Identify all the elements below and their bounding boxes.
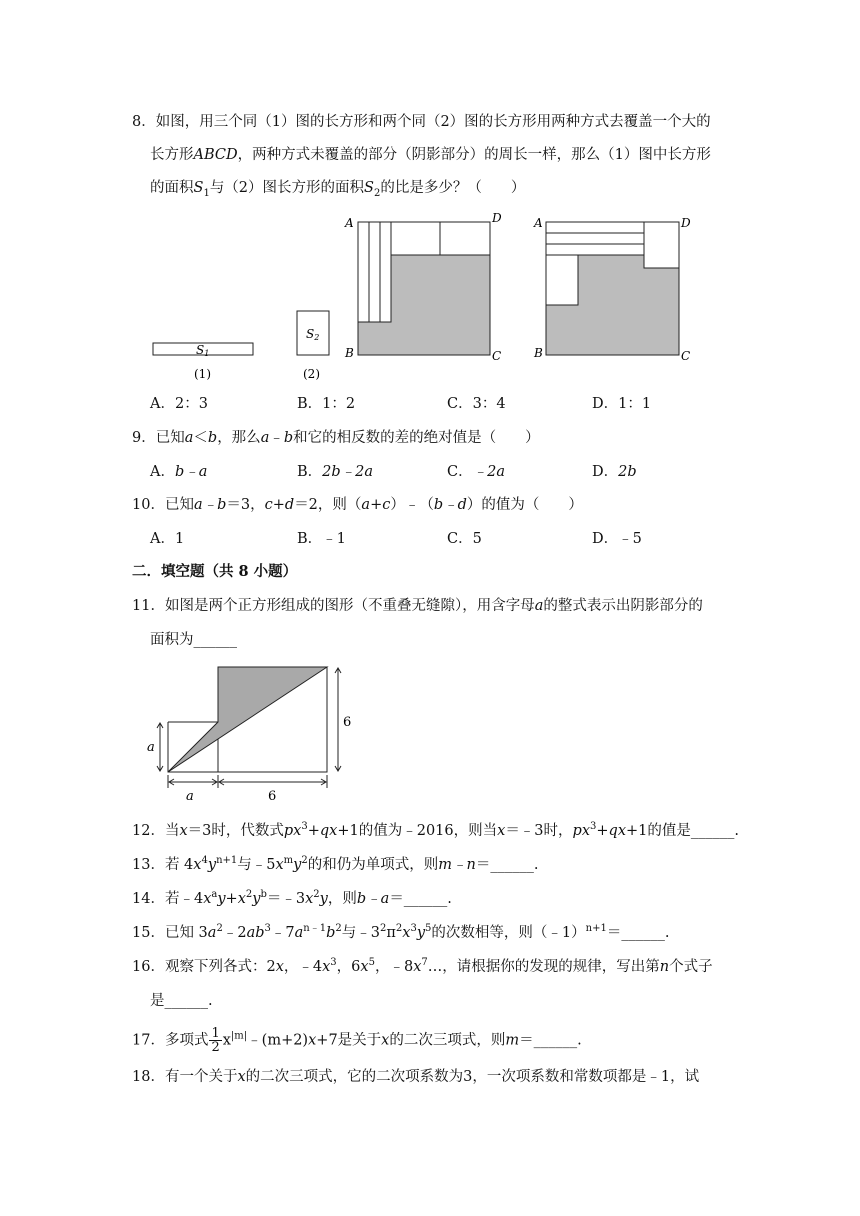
s2-label: S2: [306, 327, 320, 342]
svg-text:D: D: [681, 216, 691, 230]
q8-stem-line3: 的面积$S_1$与（2）图长方形的面积$S_2$的比是多少？（ ）: [150, 180, 526, 199]
q11-figure: [140, 660, 370, 805]
q12-stem: 12．当x＝3时，代数式$px^3+qx+1$的值为﹣2016，则当x＝﹣3时，$px^3+qx+1$的值是______.: [132, 821, 739, 839]
s2-caption: (2): [303, 367, 320, 381]
svg-text:C: C: [681, 349, 691, 363]
q10-stem: 10．已知a﹣b＝3，c+d＝2，则（a+c）﹣（b﹣d）的值为（ ）: [132, 497, 583, 513]
q8-option-d: D．1：1: [592, 396, 652, 412]
q16-stem-line2: 是______.: [150, 993, 213, 1009]
svg-text:A: A: [534, 216, 543, 230]
q8-stem-line2: 长方形ABCD，两种方式未覆盖的部分（阴影部分）的周长一样，那么（1）图中长方形: [150, 147, 711, 163]
q9-option-b: B．2b﹣2a: [297, 464, 374, 480]
q8-option-b: B．1：2: [297, 396, 356, 412]
svg-text:D: D: [492, 211, 502, 225]
q8-stem-line1: 8．如图，用三个同（1）图的长方形和两个同（2）图的长方形用两种方式去覆盖一个大的: [132, 114, 711, 130]
section-title-fill-in: 二．填空题（共 8 小题）: [132, 563, 298, 580]
s1-label: S1: [196, 343, 210, 358]
q16-stem-line1: 16．观察下列各式：2x，$﹣4x^3$，$6x^5$，$﹣8x^7\dots$，请根据你的发现的规律，写出第n个式子: [132, 957, 713, 975]
q15-stem: 15．已知 $3a^2﹣2ab^3﹣7a^{n﹣1}b^2$与$﹣3^2\pi^2x^3y^5$的次数相等，则（﹣1）$^{n+1}$＝______.: [132, 923, 670, 941]
s1-caption: (1): [194, 367, 211, 381]
q13-stem: 13．若 $4x^4y^{n+1}$与$﹣5x^my^2$的和仍为单项式，则m﹣n＝______.: [132, 855, 539, 873]
q8-option-c: C．3：4: [447, 396, 506, 412]
q10-option-b: B．﹣1: [297, 531, 346, 547]
label-a-left: a: [147, 740, 155, 755]
label-6-bottom: 6: [268, 789, 277, 804]
q9-option-d: D．2b: [592, 464, 637, 480]
svg-text:B: B: [345, 346, 354, 360]
q17-stem: 17．多项式 $\frac{1}{2}$ $x^{|m|}﹣(m+2)x+7$是关于x的二次三项式，则m＝______.: [132, 1026, 582, 1055]
q9-stem: 9．已知a＜b，那么a﹣b和它的相反数的差的绝对值是（ ）: [132, 430, 540, 446]
label-a-bottom: a: [186, 789, 194, 804]
shaded-region: [168, 667, 327, 772]
fraction-one-half: $\frac{1}{2}$: [211, 1026, 220, 1055]
svg-text:C: C: [492, 349, 502, 363]
q10-option-d: D．﹣5: [592, 531, 642, 547]
arrangement-2: [533, 216, 691, 363]
label-6-right: 6: [343, 715, 352, 730]
arrangement-1: [344, 211, 502, 363]
q8-option-a: A．2：3: [150, 396, 208, 412]
q11-stem-line1: 11．如图是两个正方形组成的图形（不重叠无缝隙），用含字母a的整式表示出阴影部分的: [132, 598, 703, 614]
q14-stem: 14．若$﹣4x^ay+x^2y^b=﹣3x^2y$，则b﹣a＝______.: [132, 889, 452, 907]
q9-option-c: C．﹣2a: [447, 464, 505, 480]
q11-stem-line2: 面积为______: [150, 632, 237, 648]
q8-figure: [140, 205, 710, 385]
q9-option-a: A．b﹣a: [150, 464, 208, 480]
q10-option-a: A．1: [150, 531, 185, 547]
q18-stem: 18．有一个关于x的二次三项式，它的二次项系数为3，一次项系数和常数项都是﹣1，试: [132, 1069, 700, 1085]
svg-text:B: B: [534, 346, 543, 360]
q10-option-c: C．5: [447, 531, 482, 547]
svg-text:A: A: [345, 216, 354, 230]
